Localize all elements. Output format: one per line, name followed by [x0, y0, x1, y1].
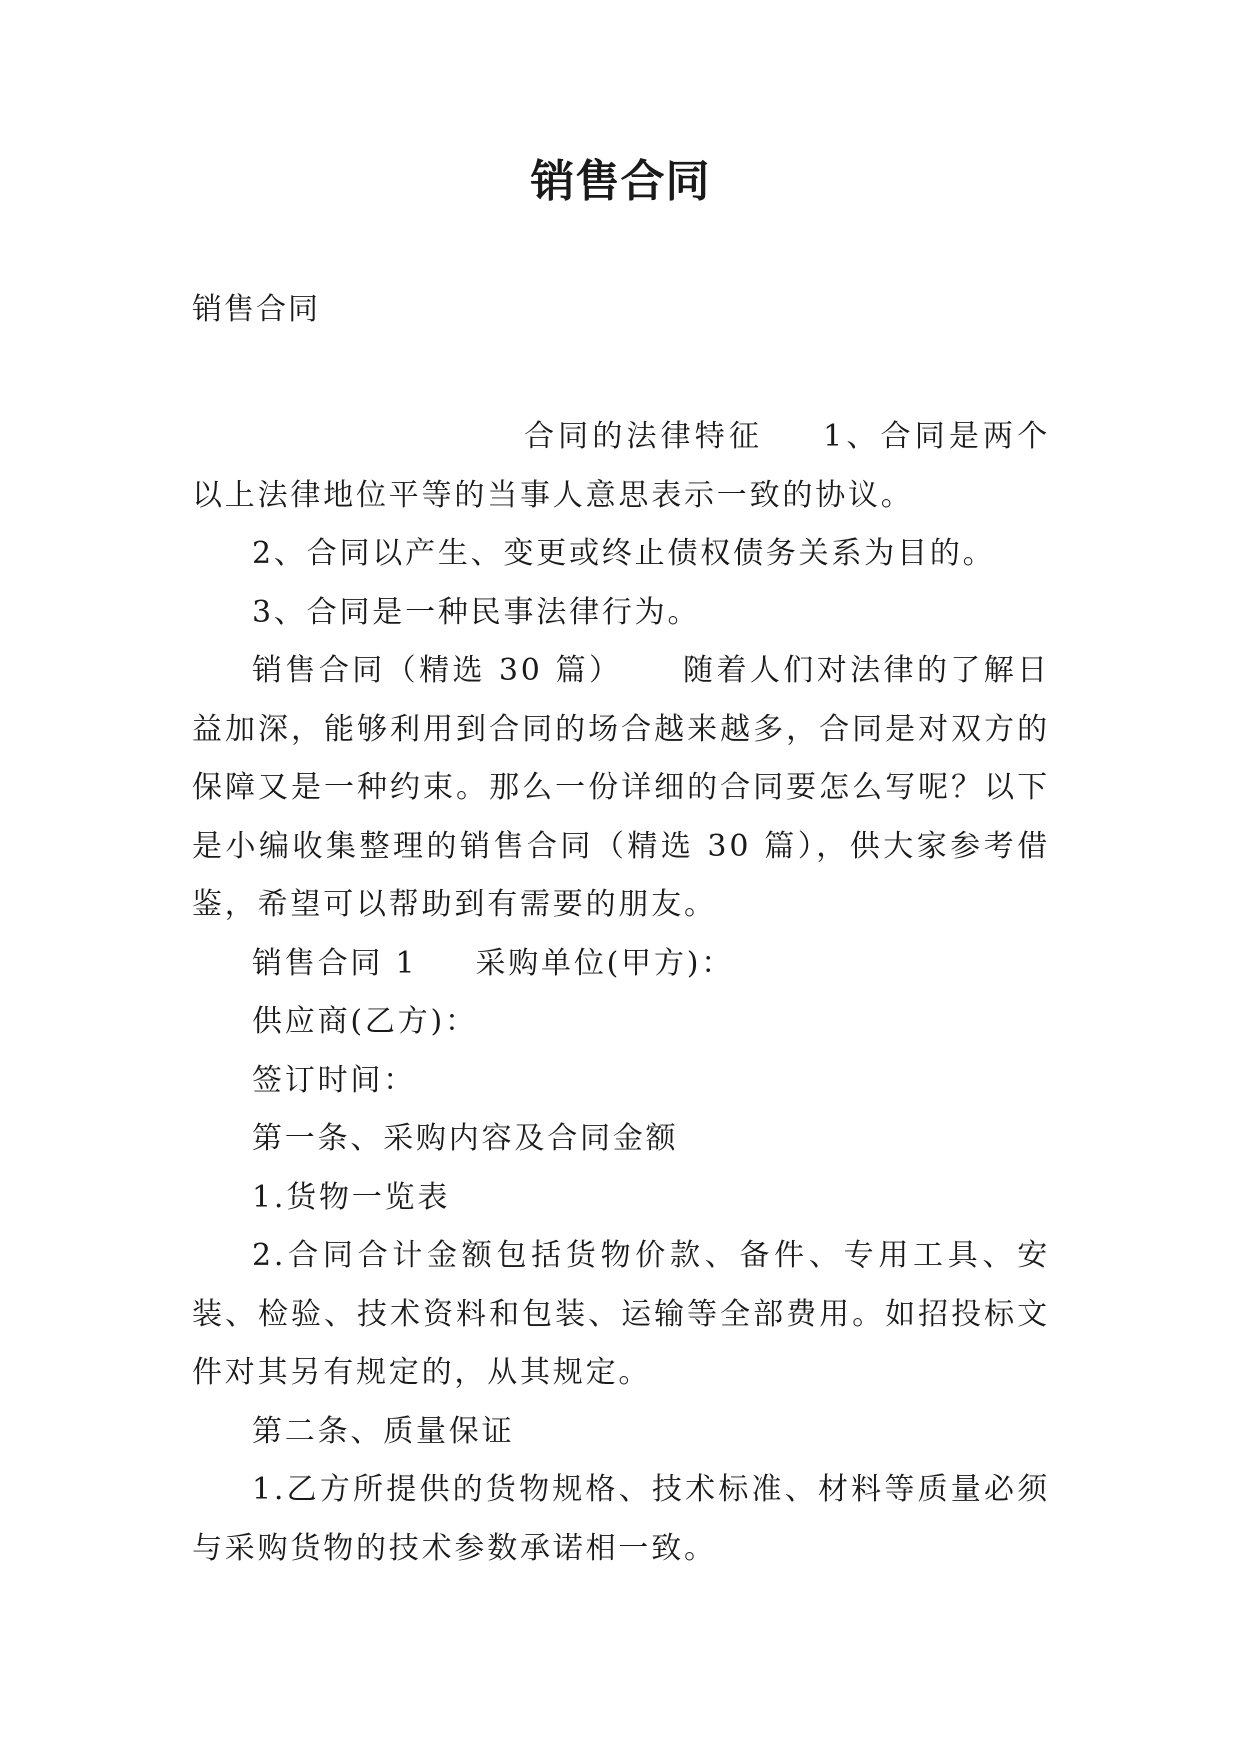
section-heading: 第二条、质量保证 — [252, 1413, 515, 1449]
paragraph: 签订时间： — [252, 1062, 416, 1098]
paragraph-heading: 销售合同 1 — [252, 945, 418, 981]
paragraph-text: 采购单位(甲方)： — [475, 945, 735, 981]
paragraph-text: 1、合同是两个以上法律地位平等的当事人意思表示一致的协议。 — [192, 419, 1050, 513]
paragraph: 供应商(乙方)： — [252, 1004, 478, 1039]
paragraph-contract-1 — [192, 935, 1050, 994]
document-body — [192, 408, 1050, 1578]
paragraph-intro — [192, 642, 1050, 935]
paragraph: 3、合同是一种民事法律行为。 — [252, 594, 701, 630]
paragraph-heading: 合同的法律特征 — [524, 419, 764, 454]
document-subtitle: 销售合同 — [192, 292, 320, 327]
paragraph-text: 随着人们对法律的了解日益加深，能够利用到合同的场合越来越多，合同是对双方的保障又是一种约束。那么一份详细的合同要怎么写呢？以下是小编收集整理的销售合同（精选 30 篇），供大家参考借鉴，希望可以帮助到有需要的朋友。 — [192, 653, 1050, 922]
section-heading: 第一条、采购内容及合同金额 — [252, 1121, 679, 1156]
paragraph: 1.货物一览表 — [252, 1179, 451, 1215]
paragraph-heading: 销售合同（精选 30 篇） — [252, 653, 623, 688]
paragraph: 2.合同合计金额包括货物价款、备件、专用工具、安装、检验、技术资料和包装、运输等全部费用。如招投标文件对其另有规定的，从其规定。 — [192, 1238, 1050, 1390]
paragraph: 1.乙方所提供的货物规格、技术标准、材料等质量必须与采购货物的技术参数承诺相一致。 — [192, 1472, 1050, 1566]
document-title: 销售合同 — [530, 156, 711, 207]
paragraph-legal-features — [192, 408, 1050, 525]
paragraph: 2、合同以产生、变更或终止债权债务关系为目的。 — [252, 536, 996, 571]
